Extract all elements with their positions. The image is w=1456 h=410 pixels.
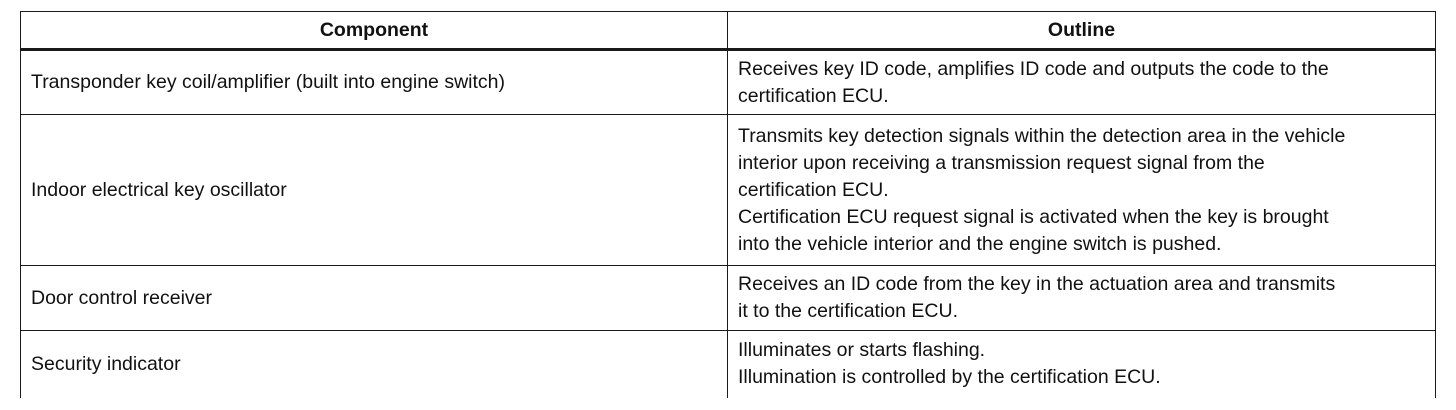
column-header-outline: Outline bbox=[728, 12, 1436, 50]
table-row bbox=[21, 331, 1436, 398]
outline-line: it to the certification ECU. bbox=[738, 300, 959, 322]
component-cell: Transponder key coil/amplifier (built into engine switch) bbox=[21, 50, 728, 115]
outline-line: Illumination is controlled by the certification ECU. bbox=[738, 366, 1161, 389]
component-cell: Security indicator bbox=[21, 331, 728, 398]
table-row bbox=[21, 115, 1436, 266]
outline-line: Certification ECU request signal is activated when the key is brought bbox=[738, 205, 1329, 228]
column-header-component: Component bbox=[21, 12, 728, 50]
outline-line: into the vehicle interior and the engine switch is pushed. bbox=[738, 232, 1222, 255]
component-cell: Indoor electrical key oscillator bbox=[21, 115, 728, 266]
component-outline-table bbox=[20, 11, 1436, 398]
outline-line: certification ECU. bbox=[738, 178, 889, 201]
outline-line: certification ECU. bbox=[738, 84, 889, 107]
outline-line: interior upon receiving a transmission request signal from the bbox=[738, 151, 1265, 174]
table-header-row bbox=[21, 12, 1436, 50]
outline-line: Illuminates or starts flashing. bbox=[738, 339, 986, 362]
component-cell: Door control receiver bbox=[21, 266, 728, 331]
table-row bbox=[21, 266, 1436, 331]
outline-cell bbox=[728, 331, 1436, 398]
table-row bbox=[21, 50, 1436, 115]
outline-line: Receives key ID code, amplifies ID code and outputs the code to the bbox=[738, 57, 1329, 80]
outline-cell bbox=[728, 115, 1436, 266]
outline-line: Receives an ID code from the key in the actuation area and transmits bbox=[738, 273, 1336, 295]
outline-cell bbox=[728, 50, 1436, 115]
outline-line: Transmits key detection signals within the detection area in the vehicle bbox=[738, 124, 1346, 147]
outline-cell bbox=[728, 266, 1436, 331]
